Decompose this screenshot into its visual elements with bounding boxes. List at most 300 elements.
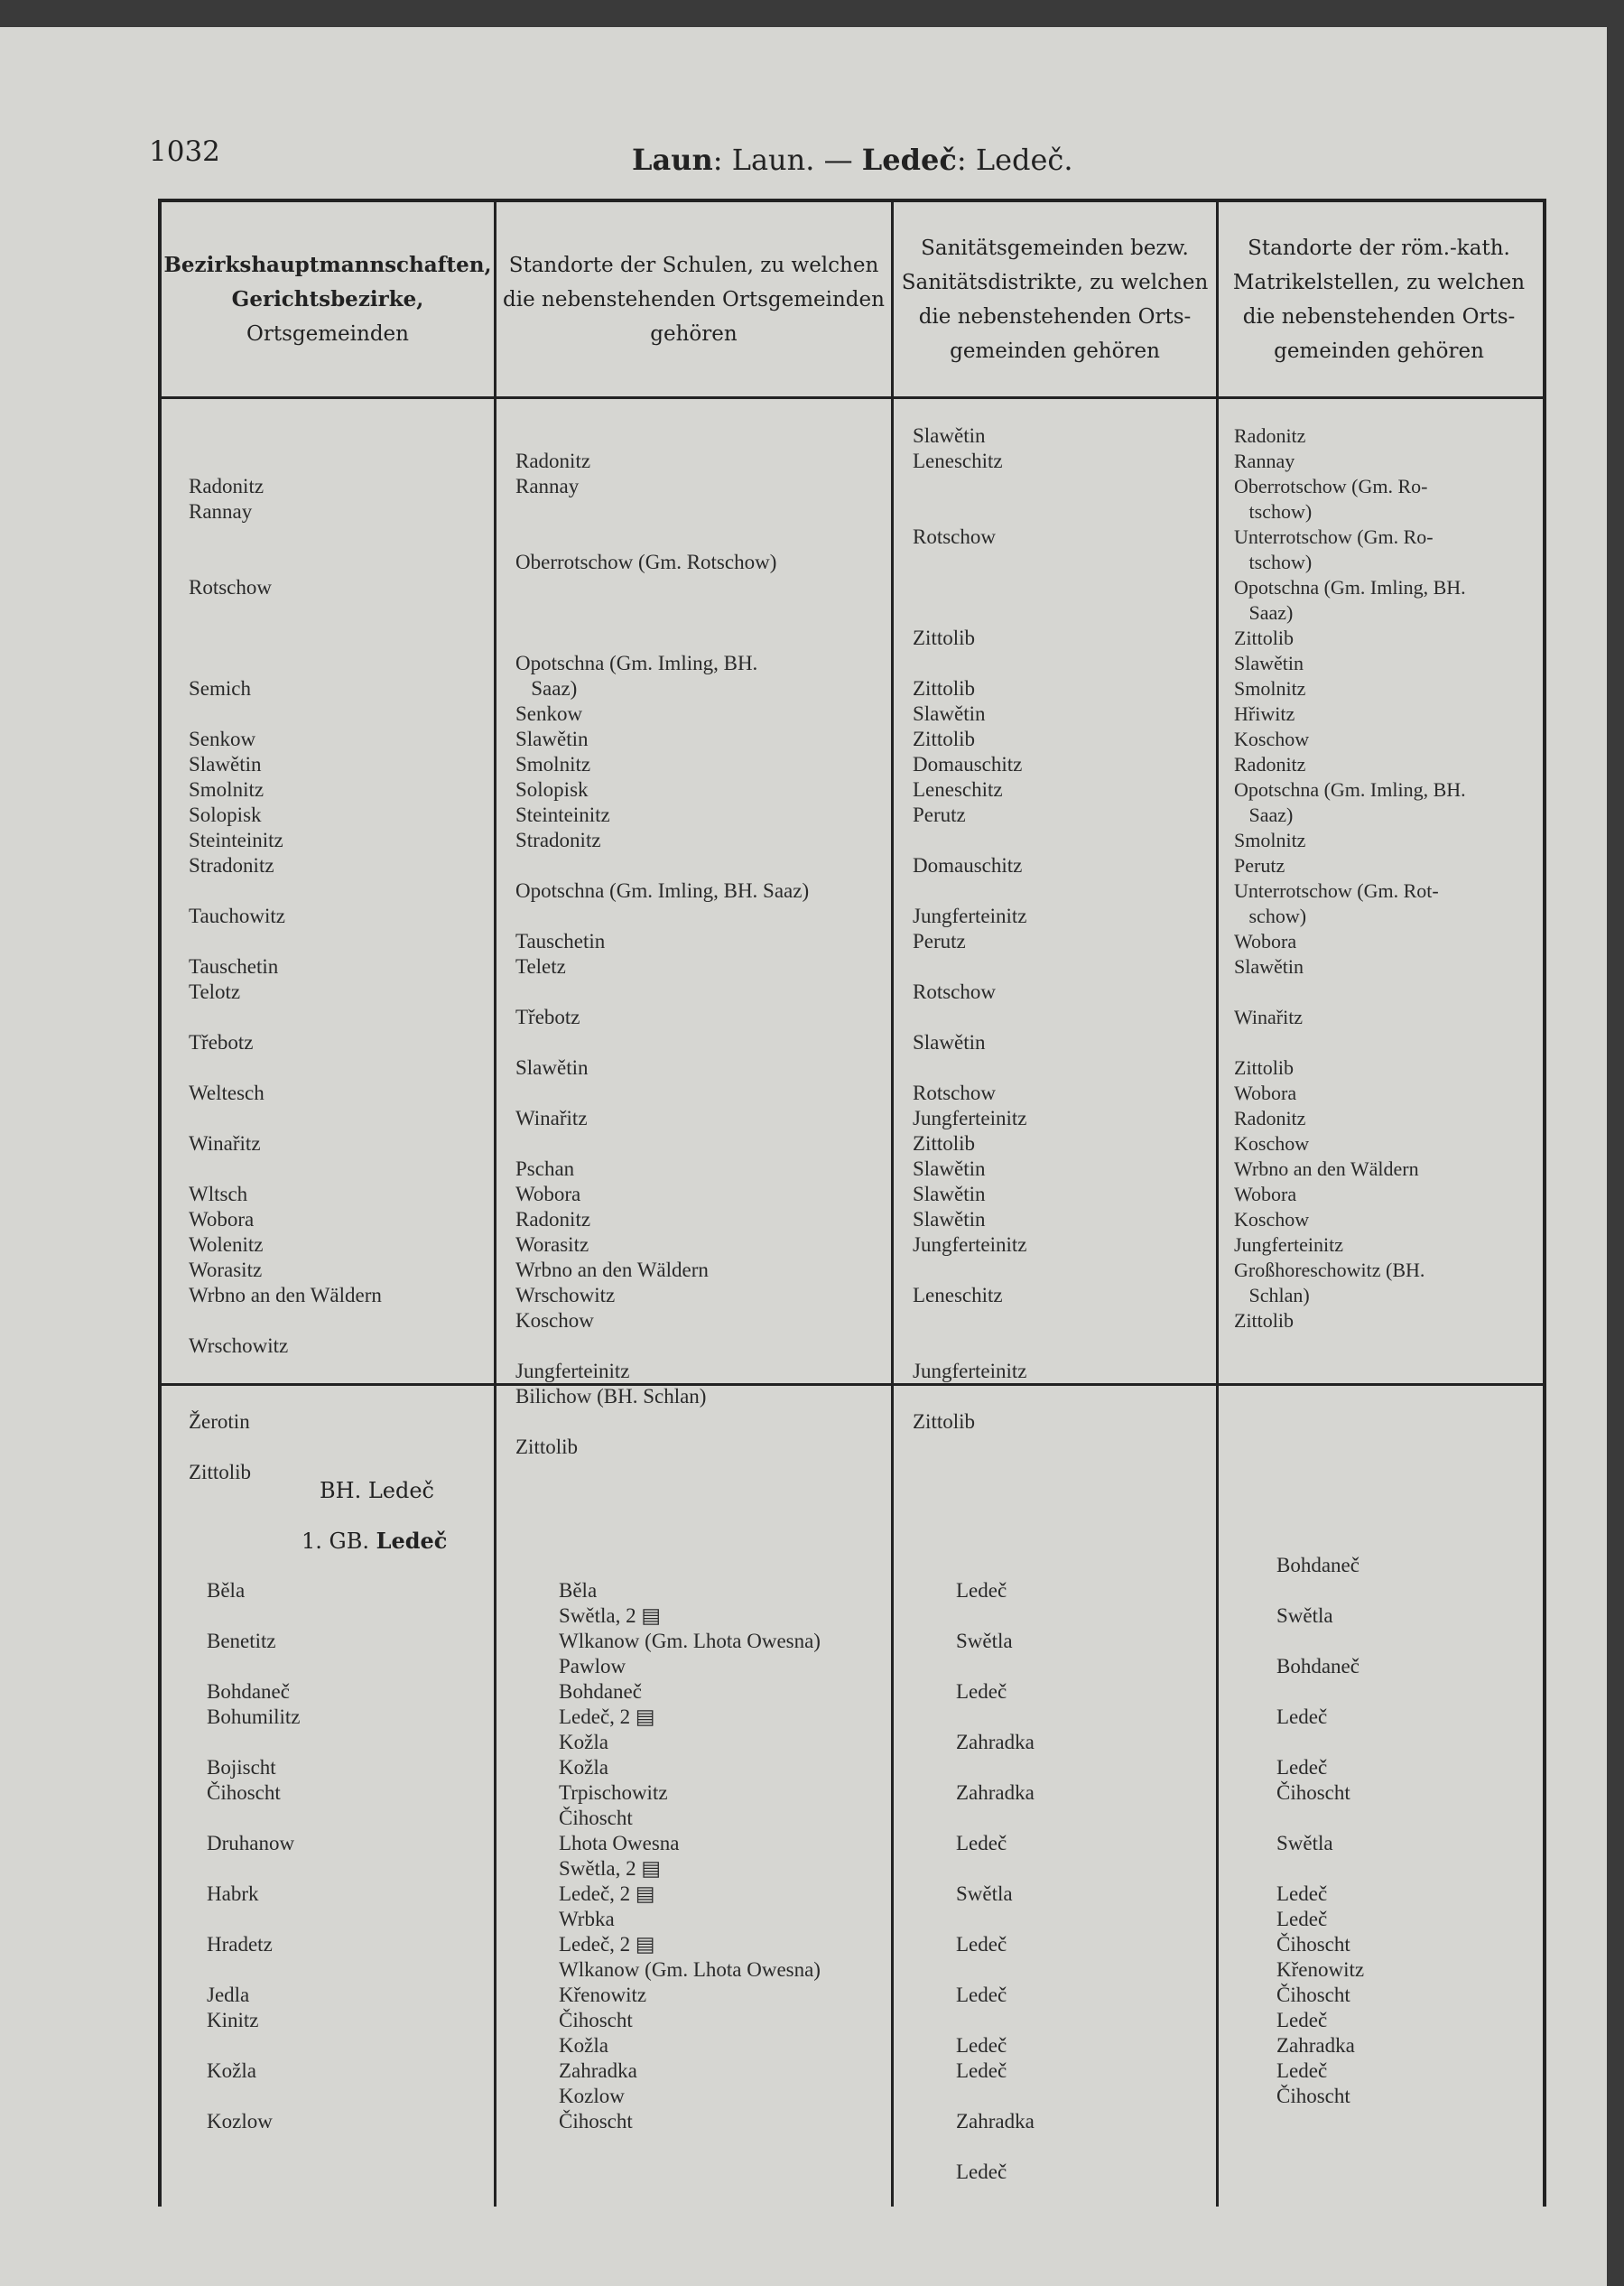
table-entry: Radonitz <box>515 1208 591 1231</box>
table-entry: Opotschna (Gm. Imling, BH. <box>1234 576 1466 599</box>
table-entry: Pschan <box>515 1157 575 1180</box>
table-entry <box>207 2033 301 2058</box>
table-entry: Telotz <box>189 980 241 1003</box>
table-entry <box>913 600 1026 626</box>
table-entry <box>1234 980 1466 1005</box>
table-entry: Rannay <box>189 500 253 523</box>
table-entry <box>515 1081 809 1106</box>
table-entry: Saaz) <box>1234 804 1294 826</box>
table-entry: Großhoreschowitz (BH. <box>1234 1259 1425 1281</box>
section1-municipalities-column <box>189 423 382 1485</box>
table-entry: Unterrotschow (Gm. Rot- <box>1234 879 1439 902</box>
table-entry: Druhanow <box>207 1832 295 1854</box>
table-entry <box>559 1553 821 1578</box>
table-entry: Jungferteinitz <box>913 1107 1027 1129</box>
table-entry: Běla <box>207 1579 246 1602</box>
court-district-heading <box>302 1528 447 1554</box>
table-entry <box>1234 1030 1466 1055</box>
table-entry <box>913 651 1026 676</box>
table-entry <box>913 1308 1026 1334</box>
table-entry: Kozlow <box>559 2085 625 2107</box>
table-entry: Rotschow <box>913 525 996 548</box>
table-entry <box>207 1553 301 1578</box>
table-entry: Radonitz <box>515 450 591 472</box>
table-entry <box>189 651 382 676</box>
table-entry: Tauschetin <box>515 930 606 952</box>
table-entry: Swětla <box>956 1630 1013 1652</box>
page-number: 1032 <box>149 135 220 168</box>
table-entry: Ledeč <box>1276 1756 1328 1779</box>
table-entry: Solopisk <box>515 778 589 801</box>
table-entry <box>189 1384 382 1409</box>
section1-parish-column <box>1234 423 1466 1334</box>
table-entry: Stradonitz <box>189 854 274 877</box>
table-entry: Rotschow <box>913 980 996 1003</box>
table-entry: Kožla <box>207 2059 256 2082</box>
table-entry: Swětla, 2 ▤ <box>559 1857 662 1880</box>
header-col1 <box>162 202 494 396</box>
table-entry <box>189 550 382 575</box>
table-entry: Kožla <box>559 2034 608 2057</box>
table-entry: Leneschitz <box>913 778 1003 801</box>
table-entry <box>956 1755 1035 1780</box>
table-entry: Wrbno an den Wäldern <box>189 1284 382 1306</box>
table-entry: Ledeč <box>956 1832 1007 1854</box>
table-entry: Pawlow <box>559 1655 626 1677</box>
table-entry: Slawětin <box>1234 652 1304 674</box>
table-entry: Oberrotschow (Gm. Ro- <box>1234 475 1428 497</box>
table-entry <box>956 1603 1035 1629</box>
table-entry: Zahradka <box>559 2059 637 2082</box>
table-entry: Zittolib <box>1234 627 1294 649</box>
table-entry <box>189 1106 382 1131</box>
table-entry: Oberrotschow (Gm. Rotschow) <box>515 551 777 573</box>
table-entry: Jedla <box>207 1984 250 2006</box>
table-entry <box>189 423 382 449</box>
table-entry: Radonitz <box>189 475 264 497</box>
table-entry: Ledeč <box>1276 1705 1328 1728</box>
table-entry <box>207 1856 301 1882</box>
table-entry: Radonitz <box>1234 424 1306 447</box>
table-entry: Koschow <box>1234 728 1310 750</box>
table-entry <box>515 980 809 1005</box>
header-col4-line4: gemeinden gehören <box>1274 339 1484 363</box>
table-entry: Jungferteinitz <box>1234 1233 1343 1256</box>
running-head <box>632 143 1073 177</box>
table-entry: Opotschna (Gm. Imling, BH. <box>515 652 758 674</box>
table-entry: Worasitz <box>189 1259 263 1281</box>
court-district-name: Ledeč <box>376 1528 448 1554</box>
table-entry <box>956 1806 1035 1831</box>
table-entry: Smolnitz <box>1234 677 1306 700</box>
table-entry <box>913 1055 1026 1081</box>
table-entry <box>189 525 382 550</box>
table-entry <box>189 878 382 904</box>
table-entry: Bohumilitz <box>207 1705 301 1728</box>
table-entry: Třebotz <box>189 1031 254 1054</box>
table-entry: Opotschna (Gm. Imling, BH. Saaz) <box>515 879 810 902</box>
header-divider <box>162 396 1543 399</box>
table-entry: Zittolib <box>913 627 975 649</box>
table-entry <box>956 1705 1035 1730</box>
header-col2-line1: Standorte der Schulen, zu welchen <box>508 253 879 277</box>
table-entry: Domauschitz <box>913 854 1023 877</box>
column-divider <box>1216 202 1219 2207</box>
table-entry: Jungferteinitz <box>515 1360 630 1382</box>
table-entry: tschow) <box>1234 500 1313 523</box>
table-entry: Slawětin <box>913 702 986 725</box>
table-entry: Schlan) <box>1234 1284 1310 1306</box>
table-entry <box>559 1528 821 1553</box>
table-entry: Smolnitz <box>189 778 264 801</box>
table-entry: Slawětin <box>189 753 262 776</box>
table-entry <box>956 1856 1035 1882</box>
table-entry <box>207 1654 301 1679</box>
table-entry <box>1276 1502 1364 1528</box>
table-entry: Koschow <box>515 1309 594 1332</box>
table-entry <box>913 1334 1026 1359</box>
running-head-laun: Laun <box>632 143 713 177</box>
table-entry: schow) <box>1234 905 1307 927</box>
table-entry <box>189 929 382 954</box>
table-entry <box>913 474 1026 499</box>
table-entry: Slawětin <box>913 1183 986 1205</box>
table-entry: Slawětin <box>913 424 986 447</box>
header-col4 <box>1219 202 1539 396</box>
table-entry: Ledeč <box>956 2161 1007 2183</box>
table-entry: Teletz <box>515 955 566 978</box>
table-entry <box>515 1030 809 1055</box>
column-divider <box>891 202 894 2207</box>
table-entry: Koschow <box>1234 1132 1310 1155</box>
table-entry: Ledeč <box>956 1933 1007 1956</box>
table-entry <box>515 626 809 651</box>
table-entry <box>956 1907 1035 1932</box>
header-col4-line1: Standorte der röm.-kath. <box>1248 236 1510 260</box>
table-entry: Winařitz <box>1234 1006 1304 1028</box>
table-entry <box>207 1502 301 1528</box>
table-entry: Čihoscht <box>207 1781 281 1804</box>
table-entry: Wobora <box>1234 930 1297 952</box>
table-entry <box>913 499 1026 525</box>
table-entry: Čihoscht <box>1276 1984 1350 2006</box>
section1-sanitary-column <box>913 423 1026 1435</box>
table-entry: Swětla <box>956 1882 1013 1905</box>
header-col3 <box>894 202 1216 396</box>
table-entry: Slawětin <box>913 1031 986 1054</box>
table-entry: Leneschitz <box>913 1284 1003 1306</box>
table-entry: Ledeč <box>1276 2059 1328 2082</box>
table-entry <box>559 1502 821 1528</box>
table-entry <box>207 1603 301 1629</box>
table-entry <box>207 1806 301 1831</box>
table-entry: Wolenitz <box>189 1233 264 1256</box>
table-entry: Ledeč <box>956 2059 1007 2082</box>
table-entry: Bohdaneč <box>559 1680 642 1703</box>
table-entry: Rannay <box>1234 450 1295 472</box>
table-entry: Čihoscht <box>559 2009 633 2031</box>
table-entry: Zittolib <box>913 1410 975 1433</box>
table-entry: Tauchowitz <box>189 905 285 927</box>
table-entry <box>189 702 382 727</box>
table-entry: tschow) <box>1234 551 1313 573</box>
table-entry: Ledeč, 2 ▤ <box>559 1705 655 1728</box>
table-entry <box>515 423 809 449</box>
table-entry <box>956 1502 1035 1528</box>
table-entry: Lhota Owesna <box>559 1832 680 1854</box>
header-col1-line3: Ortsgemeinden <box>246 321 409 346</box>
table-entry <box>515 1131 809 1157</box>
table-entry: Slawětin <box>1234 955 1304 978</box>
table-entry: Kinitz <box>207 2009 259 2031</box>
table-entry: Čihoscht <box>1276 2085 1350 2107</box>
table-entry: Bohdaneč <box>207 1680 290 1703</box>
table-entry <box>913 550 1026 575</box>
table-entry: Wrbka <box>559 1908 615 1930</box>
table-entry <box>515 525 809 550</box>
table-entry: Smolnitz <box>1234 829 1306 851</box>
table-entry: Winařitz <box>515 1107 588 1129</box>
table-entry: Wobora <box>1234 1082 1297 1104</box>
table-entry <box>207 1528 301 1553</box>
table-entry <box>207 1907 301 1932</box>
table-entry: Ledeč <box>956 1984 1007 2006</box>
table-entry: Trpischowitz <box>559 1781 668 1804</box>
table-entry: Wlkanow (Gm. Lhota Owesna) <box>559 1630 821 1652</box>
table-entry <box>956 2134 1035 2160</box>
running-head-end: : Ledeč. <box>956 143 1073 177</box>
table-entry <box>913 954 1026 980</box>
section2-schools-column <box>559 1502 821 2134</box>
table-entry: Habrk <box>207 1882 259 1905</box>
table-entry: Kožla <box>559 1731 608 1753</box>
table-entry: Domauschitz <box>913 753 1023 776</box>
table-entry: Rannay <box>515 475 580 497</box>
header-col4-line2: Matrikelstellen, zu welchen <box>1232 270 1526 294</box>
table-entry: Bohdaneč <box>1276 1655 1360 1677</box>
table-entry <box>207 1957 301 1983</box>
table-entry: Ledeč <box>1276 1908 1328 1930</box>
table-entry: Ledeč <box>1276 1882 1328 1905</box>
table-entry: Ledeč, 2 ▤ <box>559 1882 655 1905</box>
table-entry: Ledeč <box>956 1579 1007 1602</box>
table-entry: Wrbno an den Wäldern <box>515 1259 709 1281</box>
table-entry: Jungferteinitz <box>913 905 1027 927</box>
section2-parish-column <box>1276 1502 1364 2109</box>
table-entry: Leneschitz <box>913 450 1003 472</box>
table-entry: Weltesch <box>189 1082 264 1104</box>
column-divider <box>494 202 496 2207</box>
table-entry: Rotschow <box>913 1082 996 1104</box>
table-entry: Steinteinitz <box>189 829 283 851</box>
table-entry: Swětla <box>1276 1604 1333 1627</box>
table-entry: Stradonitz <box>515 829 601 851</box>
table-entry: Zittolib <box>913 677 975 700</box>
table-entry <box>1276 1806 1364 1831</box>
table-entry: Wobora <box>1234 1183 1297 1205</box>
table-entry <box>956 2008 1035 2033</box>
header-col3-line2: Sanitätsdistrikte, zu welchen <box>901 270 1209 294</box>
table-entry <box>956 1957 1035 1983</box>
table-entry <box>1276 1528 1364 1553</box>
table-entry: Zittolib <box>189 1461 251 1483</box>
table-entry <box>515 499 809 525</box>
table-entry: Unterrotschow (Gm. Ro- <box>1234 525 1434 548</box>
table-entry <box>515 1409 809 1435</box>
table-entry <box>515 904 809 929</box>
table-entry <box>189 449 382 474</box>
table-entry: Křenowitz <box>559 1984 647 2006</box>
table-entry: Žerotin <box>189 1410 250 1433</box>
table-entry <box>189 600 382 626</box>
table-entry <box>207 2084 301 2109</box>
table-entry <box>956 1553 1035 1578</box>
table-entry: Saaz) <box>515 677 578 700</box>
table-entry <box>1276 1629 1364 1654</box>
table-entry <box>189 1055 382 1081</box>
table-entry: Zittolib <box>913 1132 975 1155</box>
section2-sanitary-column <box>956 1502 1035 2185</box>
table-entry <box>956 2084 1035 2109</box>
table-entry <box>913 1258 1026 1283</box>
table-entry: Křenowitz <box>1276 1958 1365 1981</box>
table-entry: Radonitz <box>1234 753 1306 776</box>
table-entry: Čihoscht <box>559 1807 633 1829</box>
table-entry <box>913 575 1026 600</box>
table-entry: Worasitz <box>515 1233 589 1256</box>
table-entry: Swětla <box>1276 1832 1333 1854</box>
section1-schools-column <box>515 423 809 1460</box>
table-entry: Zittolib <box>1234 1309 1294 1332</box>
table-entry <box>956 1654 1035 1679</box>
table-entry: Ledeč <box>1276 2009 1328 2031</box>
table-entry: Ledeč <box>956 2034 1007 2057</box>
header-col2-line3: gehören <box>650 321 738 346</box>
table-entry: Koschow <box>1234 1208 1310 1231</box>
header-col2 <box>496 202 891 396</box>
table-entry <box>189 1435 382 1460</box>
table-entry: Čihoscht <box>1276 1781 1350 1804</box>
table-entry <box>515 853 809 878</box>
table-entry: Solopisk <box>189 804 262 826</box>
district-heading: BH. Ledeč <box>320 1478 434 1503</box>
table-entry: Bohdaneč <box>1276 1554 1360 1576</box>
table-entry: Rotschow <box>189 576 272 599</box>
table-entry: Zahradka <box>956 2110 1035 2133</box>
table-entry <box>1276 1679 1364 1705</box>
running-head-ledec: Ledeč <box>861 143 957 177</box>
header-col3-line3: die nebenstehenden Orts- <box>918 304 1192 329</box>
table-entry: Wltsch <box>189 1183 248 1205</box>
table-entry: Wobora <box>189 1208 255 1231</box>
table-entry: Běla <box>559 1579 598 1602</box>
table-entry: Smolnitz <box>515 753 591 776</box>
table-entry: Zahradka <box>956 1731 1035 1753</box>
header-col1-line1: Bezirkshauptmannschaften, <box>163 252 492 277</box>
table-entry: Slawětin <box>913 1208 986 1231</box>
table-entry: Třebotz <box>515 1006 580 1028</box>
table-entry <box>207 1730 301 1755</box>
table-entry: Ledeč <box>956 1680 1007 1703</box>
table-entry: Bilichow (BH. Schlan) <box>515 1385 707 1408</box>
header-col1-line2: Gerichtsbezirke, <box>231 286 424 311</box>
table-entry: Senkow <box>189 728 256 750</box>
document-page <box>0 27 1607 2286</box>
table-entry <box>913 1005 1026 1030</box>
table-entry: Wobora <box>515 1183 581 1205</box>
table-entry <box>1276 1578 1364 1603</box>
header-col2-line2: die nebenstehenden Ortsgemeinden <box>503 287 885 311</box>
table-entry: Winařitz <box>189 1132 261 1155</box>
table-entry <box>515 575 809 600</box>
table-entry <box>189 1359 382 1384</box>
table-entry <box>189 1308 382 1334</box>
table-entry: Saaz) <box>1234 601 1294 624</box>
table-entry <box>515 1334 809 1359</box>
table-entry: Perutz <box>913 804 966 826</box>
table-entry: Benetitz <box>207 1630 276 1652</box>
table-entry <box>515 600 809 626</box>
court-district-number: 1. GB. <box>302 1529 376 1554</box>
table-entry: Swětla, 2 ▤ <box>559 1604 662 1627</box>
table-entry: Zahradka <box>956 1781 1035 1804</box>
table-entry: Jungferteinitz <box>913 1360 1027 1382</box>
table-entry: Radonitz <box>1234 1107 1306 1129</box>
table-entry: Semich <box>189 677 251 700</box>
table-entry: Perutz <box>913 930 966 952</box>
table-entry <box>913 878 1026 904</box>
table-entry: Wlkanow (Gm. Lhota Owesna) <box>559 1958 821 1981</box>
header-col3-line1: Sanitätsgemeinden bezw. <box>921 236 1189 260</box>
header-col4-line3: die nebenstehenden Orts- <box>1242 304 1516 329</box>
table-entry: Kožla <box>559 1756 608 1779</box>
table-entry: Tauschetin <box>189 955 279 978</box>
header-col3-line4: gemeinden gehören <box>950 339 1160 363</box>
table-entry: Steinteinitz <box>515 804 610 826</box>
table-entry: Kozlow <box>207 2110 273 2133</box>
table-entry: Jungferteinitz <box>913 1233 1027 1256</box>
table-entry: Opotschna (Gm. Imling, BH. <box>1234 778 1466 801</box>
table-entry: Zittolib <box>1234 1056 1294 1079</box>
table-entry: Hradetz <box>207 1933 273 1956</box>
table-entry <box>189 626 382 651</box>
table-entry: Perutz <box>1234 854 1285 877</box>
table-entry: Čihoscht <box>559 2110 633 2133</box>
table-entry: Wrschowitz <box>189 1334 289 1357</box>
table-entry: Wrschowitz <box>515 1284 616 1306</box>
table-entry: Senkow <box>515 702 583 725</box>
table-entry: Ledeč, 2 ▤ <box>559 1933 655 1956</box>
table-entry: Zittolib <box>515 1436 578 1458</box>
table-entry <box>189 1005 382 1030</box>
table-entry: Slawětin <box>913 1157 986 1180</box>
table-entry: Wrbno an den Wäldern <box>1234 1157 1419 1180</box>
table-entry <box>913 828 1026 853</box>
table-entry <box>1276 1730 1364 1755</box>
section2-municipalities-column <box>207 1502 301 2134</box>
table-entry <box>956 1528 1035 1553</box>
table-entry: Zahradka <box>1276 2034 1355 2057</box>
table-entry <box>189 1157 382 1182</box>
table-entry: Čihoscht <box>1276 1933 1350 1956</box>
running-head-mid: : Laun. — <box>712 143 862 177</box>
register-table <box>158 199 1546 2207</box>
table-entry: Slawětin <box>515 728 589 750</box>
table-entry <box>913 1384 1026 1409</box>
table-entry: Bojischt <box>207 1756 276 1779</box>
table-entry: Zittolib <box>913 728 975 750</box>
table-entry <box>1276 1856 1364 1882</box>
